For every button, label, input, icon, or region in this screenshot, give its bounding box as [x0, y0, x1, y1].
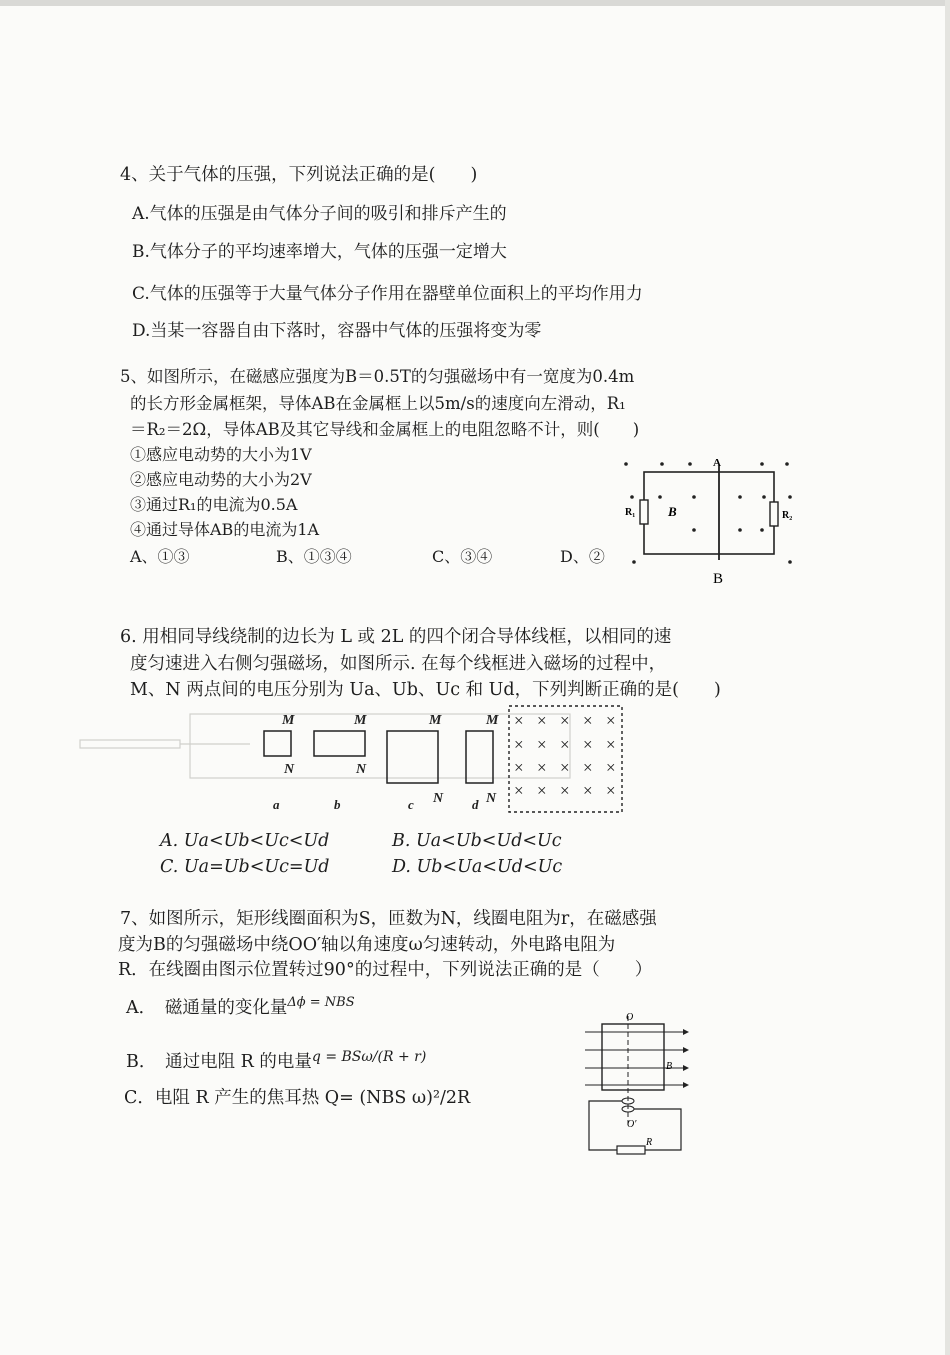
label-b: B: [666, 1061, 673, 1072]
label-n-d: N: [486, 791, 497, 806]
q7-stem-line-3: R．在线圈由图示位置转过90°的过程中，下列说法正确的是（ ）: [118, 960, 653, 980]
label-r2: R₂: [782, 510, 793, 521]
svg-text:×: ×: [514, 711, 524, 730]
q4-option-c: C.气体的压强等于大量气体分子作用在器壁单位面积上的平均作用力: [132, 284, 643, 304]
q5-circuit-figure: [612, 452, 802, 592]
q7-option-a-text: A． 磁通量的变化量: [126, 998, 288, 1018]
q7-option-b: [126, 1050, 426, 1075]
q7-option-c: C．电阻 R 产生的焦耳热 Q= (NBS ω)²/2R: [124, 1088, 471, 1108]
svg-text:×: ×: [606, 758, 616, 777]
q5-statement-2: ②感应电动势的大小为2V: [130, 470, 312, 489]
frame-d: [466, 731, 493, 783]
label-b: B: [713, 571, 724, 587]
q7-option-a: [126, 996, 355, 1022]
resistor-r: [617, 1146, 645, 1154]
q7-stem-line-1: 7、如图所示，矩形线圈面积为S，匝数为N，线圈电阻为r，在磁感强: [120, 909, 657, 929]
label-frame-c: c: [408, 797, 414, 812]
label-n-a: N: [284, 762, 295, 777]
q5-statement-4: ④通过导体AB的电流为1A: [130, 520, 320, 539]
svg-text:×: ×: [583, 735, 593, 754]
frame-b: [314, 731, 365, 756]
resistor-r2: [770, 502, 778, 526]
svg-text:×: ×: [537, 781, 547, 800]
q6-option-b: B. Ua<Ub<Ud<Uc: [392, 831, 562, 851]
svg-text:×: ×: [560, 735, 570, 754]
q5-statement-3: ③通过R₁的电流为0.5A: [130, 495, 298, 514]
q7-option-a-formula: Δϕ = NBS: [287, 995, 355, 1010]
svg-text:×: ×: [583, 758, 593, 777]
label-field-b: B: [668, 504, 677, 519]
q4-stem: 4、关于气体的压强，下列说法正确的是( ): [120, 165, 478, 185]
svg-text:×: ×: [560, 711, 570, 730]
coil: [602, 1024, 664, 1090]
svg-text:×: ×: [606, 781, 616, 800]
q4-option-d: D.当某一容器自由下落时，容器中气体的压强将变为零: [132, 321, 542, 341]
label-frame-d: d: [472, 797, 479, 812]
svg-text:×: ×: [583, 781, 593, 800]
q6-option-d: D. Ub<Ua<Ud<Uc: [392, 857, 563, 877]
label-a: A: [713, 457, 721, 469]
q7-option-b-text: B． 通过电阻 R 的电量: [126, 1052, 312, 1072]
q5-stem-line-1: 5、如图所示，在磁感应强度为B＝0.5T的匀强磁场中有一宽度为0.4m: [120, 367, 635, 386]
label-o: O: [626, 1012, 634, 1023]
svg-text:×: ×: [537, 758, 547, 777]
svg-text:×: ×: [537, 735, 547, 754]
field-dots: [624, 462, 792, 564]
label-r1: R₁: [625, 507, 636, 518]
resistor-r1: [640, 500, 648, 524]
svg-text:×: ×: [606, 735, 616, 754]
field-arrowheads: [683, 1029, 689, 1088]
label-m-b: M: [354, 713, 367, 728]
svg-text:×: ×: [560, 758, 570, 777]
scan-edge-top: [0, 0, 950, 6]
q4-option-a: A.气体的压强是由气体分子间的吸引和排斥产生的: [132, 204, 507, 224]
q7-generator-figure: [575, 1010, 690, 1160]
svg-text:×: ×: [583, 711, 593, 730]
label-frame-b: b: [334, 797, 341, 812]
svg-text:×: ×: [514, 735, 524, 754]
svg-text:×: ×: [514, 758, 524, 777]
label-n-c: N: [433, 791, 444, 806]
frame-c: [387, 731, 438, 783]
q5-choice-d: D、②: [560, 547, 605, 566]
q6-stem-line-1: 6. 用相同导线绕制的边长为 L 或 2L 的四个闭合导体线框，以相同的速: [120, 627, 672, 647]
label-r: R: [646, 1137, 653, 1148]
svg-text:×: ×: [560, 781, 570, 800]
label-o-prime: O′: [627, 1119, 637, 1130]
q7-option-b-formula: q = BSω/(R + r): [311, 1049, 427, 1065]
label-n-b: N: [356, 762, 367, 777]
field-crosses: [514, 711, 616, 800]
svg-text:×: ×: [606, 711, 616, 730]
label-m-d: M: [486, 713, 499, 728]
label-m-a: M: [282, 713, 295, 728]
q6-stem-line-3: M、N 两点间的电压分别为 Ua、Ub、Uc 和 Ud，下列判断正确的是( ): [130, 680, 721, 700]
frame-a: [264, 731, 291, 756]
q6-option-a: A. Ua<Ub<Uc<Ud: [160, 831, 330, 851]
scan-edge-right: [945, 0, 950, 1355]
q5-stem-line-3: ＝R₂＝2Ω，导体AB及其它导线和金属框上的电阻忽略不计，则( ): [130, 420, 640, 439]
q6-stem-line-2: 度匀速进入右侧匀强磁场，如图所示. 在每个线框进入磁场的过程中，: [130, 654, 667, 674]
svg-text:×: ×: [537, 711, 547, 730]
q5-choice-b: B、①③④: [276, 547, 352, 566]
q5-stem-line-2: 的长方形金属框架，导体AB在金属框上以5m/s的速度向左滑动，R₁: [130, 394, 626, 413]
q5-statement-1: ①感应电动势的大小为1V: [130, 445, 312, 464]
field-lines: [585, 1032, 683, 1085]
label-m-c: M: [429, 713, 442, 728]
q7-stem-line-2: 度为B的匀强磁场中绕OO′轴以角速度ω匀速转动，外电路电阻为: [118, 935, 616, 955]
svg-text:×: ×: [514, 781, 524, 800]
label-frame-a: a: [273, 797, 280, 812]
q5-choice-a: A、①③: [130, 547, 190, 566]
q5-choice-c: C、③④: [432, 547, 493, 566]
q4-option-b: B.气体分子的平均速率增大，气体的压强一定增大: [132, 242, 507, 262]
q6-frames-figure: [70, 700, 640, 825]
q6-option-c: C. Ua=Ub<Uc=Ud: [160, 857, 330, 877]
